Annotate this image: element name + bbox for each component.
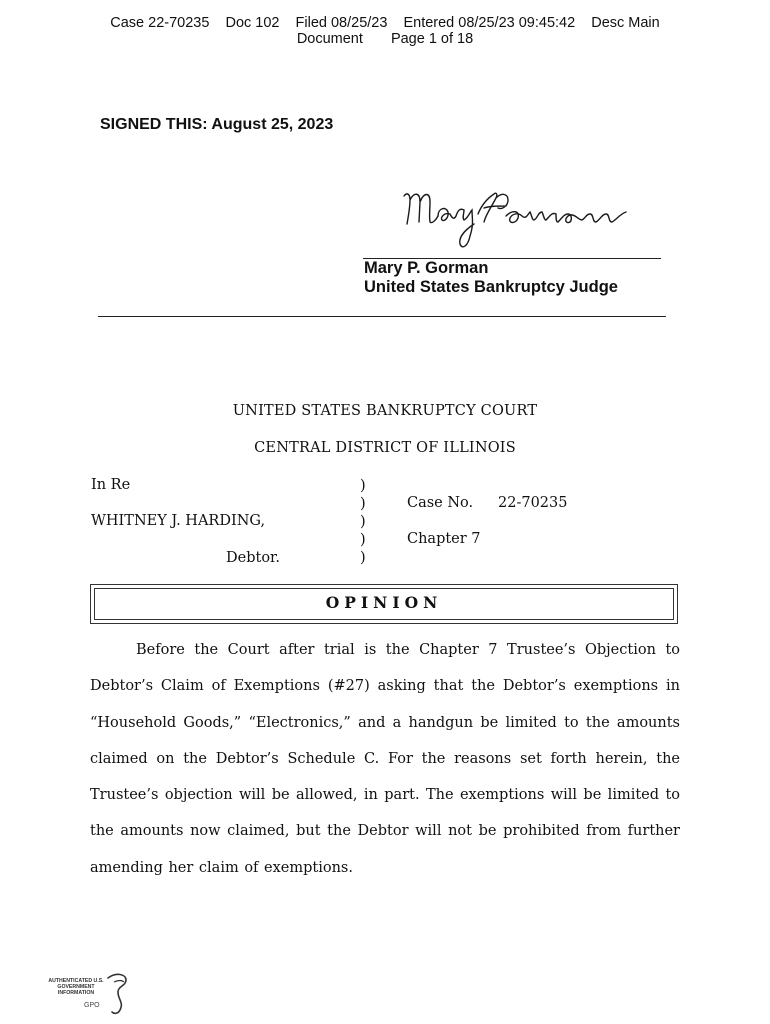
signed-date: SIGNED THIS: August 25, 2023: [100, 116, 334, 133]
gpo-seal-mark: GPO: [84, 1002, 100, 1009]
filing-header-line-2: [0, 31, 770, 47]
court-district: CENTRAL DISTRICT OF ILLINOIS: [254, 440, 516, 456]
header-divider: [98, 316, 666, 317]
page-indicator: Page 1 of 18: [390, 31, 474, 47]
gpo-seal: [40, 970, 132, 1016]
desc: Desc Main: [591, 15, 660, 31]
filing-header-line-1: [0, 15, 770, 31]
debtor-label: Debtor.: [226, 550, 280, 566]
judge-name: Mary P. Gorman: [364, 259, 489, 277]
gpo-eagle-icon: [104, 972, 130, 1016]
judge-signature: [398, 184, 630, 254]
case-no-value: 22-70235: [498, 495, 568, 511]
entered-date: Entered 08/25/23 09:45:42: [403, 15, 576, 31]
caption-paren: ): [360, 514, 366, 530]
doc-number: Doc 102: [225, 15, 280, 31]
caption-paren: ): [360, 496, 366, 512]
debtor-name: WHITNEY J. HARDING,: [91, 513, 266, 529]
court-name: UNITED STATES BANKRUPTCY COURT: [232, 403, 538, 419]
caption-paren: ): [360, 532, 366, 548]
document-label: Document: [296, 31, 363, 47]
chapter-label: Chapter 7: [407, 531, 481, 547]
opinion-title: OPINION: [325, 593, 443, 612]
filed-date: Filed 08/25/23: [295, 15, 388, 31]
gpo-seal-text: AUTHENTICATED U.S. GOVERNMENT INFORMATION: [48, 978, 104, 996]
opinion-body-paragraph: [90, 632, 680, 886]
caption-paren: ): [360, 478, 366, 494]
judge-title: United States Bankruptcy Judge: [364, 278, 618, 296]
opinion-body-text: Before the Court after trial is the Chapter 7 Trustee’s Objection to Debtor’s Claim of Exemptions (#27) asking that the Debtor’s exemptions in “Household Goods,” “Electronics,” and a handgun be limited to the amounts claimed on the Debtor’s Schedule C. For the reasons set forth herein, the Trustee’s objection will be allowed, in part. The exemptions will be limited to the amounts now claimed, but the Debtor will not be prohibited from further amending her claim of exemptions.: [90, 642, 680, 876]
caption-paren: ): [360, 550, 366, 566]
opinion-title-box: [90, 584, 678, 624]
in-re-label: In Re: [91, 477, 131, 493]
case-no-label: Case No.: [407, 495, 474, 511]
case-number: Case 22-70235: [110, 15, 210, 31]
